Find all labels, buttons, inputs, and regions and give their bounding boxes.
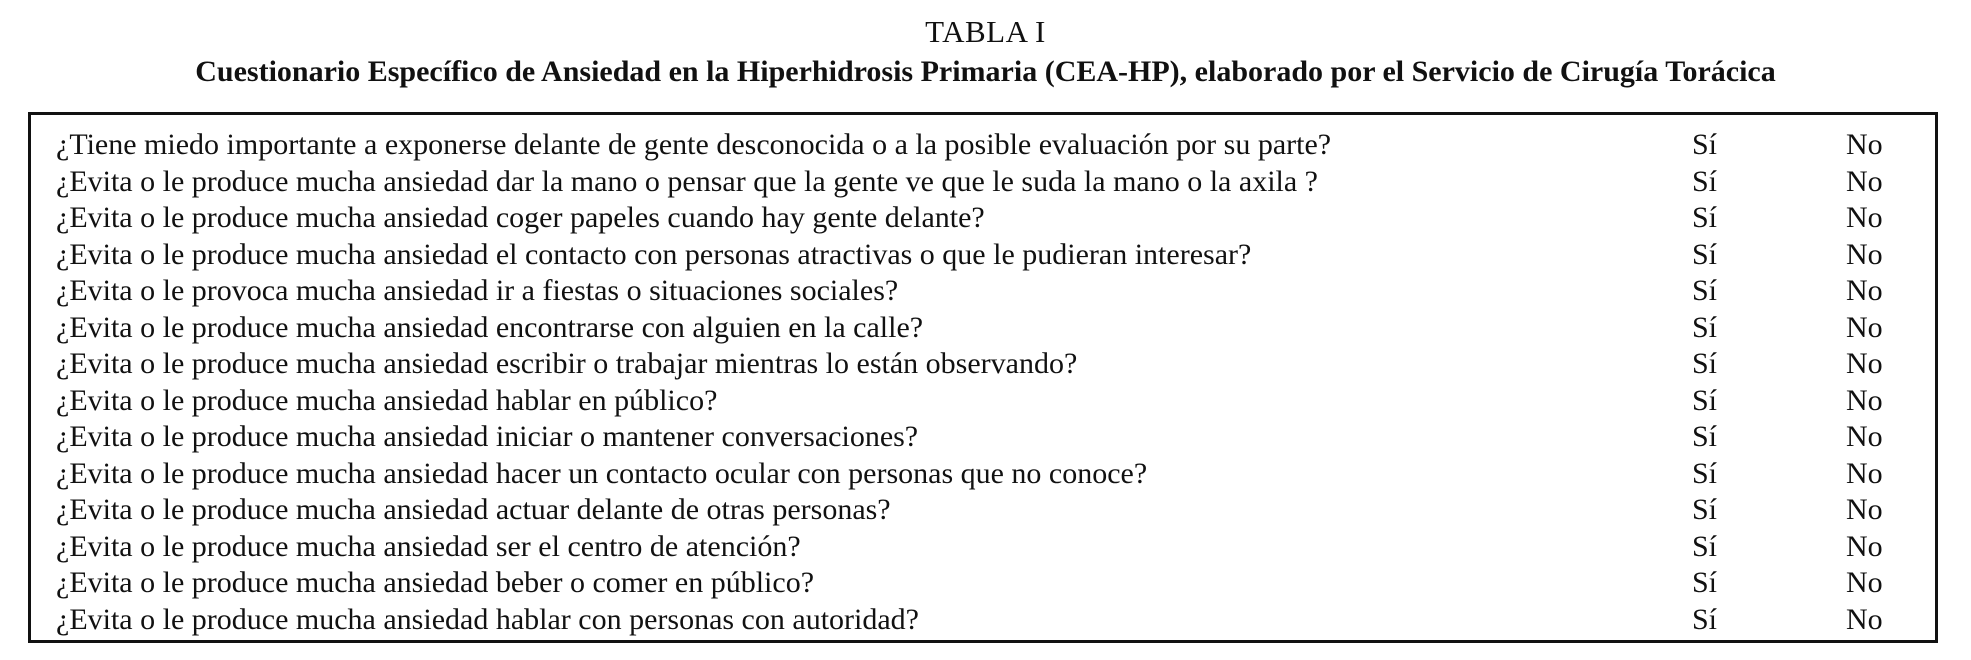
table-row [56,310,1916,347]
table-label: TABLA I [925,14,1046,49]
question-text: ¿Evita o le produce mucha ansiedad el contacto con personas atractivas o que le pudieran interesar? [56,237,1252,271]
table-row [56,200,1916,237]
answer-no: No [1846,347,1883,380]
table-row [56,492,1916,529]
answer-no: No [1846,237,1883,271]
table-row [56,529,1916,566]
question-text: ¿Evita o le produce mucha ansiedad coger papeles cuando hay gente delante? [56,201,985,234]
answer-no: No [1846,566,1883,599]
question-text: ¿Evita o le produce mucha ansiedad hablar en público? [56,383,718,417]
answer-yes: Sí [1692,383,1718,417]
question-text: ¿Evita o le produce mucha ansiedad hablar con personas con autoridad? [56,602,919,636]
answer-yes: Sí [1692,201,1718,234]
table-row [56,237,1916,274]
table-row [56,164,1916,201]
answer-yes: Sí [1692,310,1718,344]
answer-yes: Sí [1692,493,1718,526]
answer-no: No [1846,274,1883,307]
question-text: ¿Evita o le provoca mucha ansiedad ir a fiestas o situaciones sociales? [56,274,899,307]
table-row [56,602,1916,639]
table-row [56,383,1916,420]
table-row [56,346,1916,383]
questionnaire-table [28,112,1938,643]
answer-no: No [1846,310,1883,344]
question-text: ¿Evita o le produce mucha ansiedad beber o comer en público? [56,566,815,599]
answer-yes: Sí [1692,128,1718,161]
answer-yes: Sí [1692,164,1718,198]
table-row [56,127,1916,164]
table-row [56,565,1916,602]
table-row [56,273,1916,310]
answer-yes: Sí [1692,274,1718,307]
questionnaire-rows [56,127,1916,638]
question-text: ¿Evita o le produce mucha ansiedad actuar delante de otras personas? [56,493,891,526]
table-caption: Cuestionario Específico de Ansiedad en la Hiperhidrosis Primaria (CEA-HP), elaborado por el Servicio de Cirugía Torácica [195,55,1776,88]
answer-yes: Sí [1692,420,1718,453]
answer-yes: Sí [1692,347,1718,380]
question-text: ¿Evita o le produce mucha ansiedad iniciar o mantener conversaciones? [56,420,919,453]
answer-yes: Sí [1692,456,1718,490]
answer-no: No [1846,529,1883,563]
answer-yes: Sí [1692,237,1718,271]
answer-no: No [1846,201,1883,234]
question-text: ¿Evita o le produce mucha ansiedad encontrarse con alguien en la calle? [56,310,924,344]
answer-no: No [1846,164,1883,198]
answer-no: No [1846,493,1883,526]
question-text: ¿Evita o le produce mucha ansiedad ser el centro de atención? [56,529,801,563]
answer-yes: Sí [1692,529,1718,563]
answer-yes: Sí [1692,602,1718,636]
table-row [56,456,1916,493]
answer-no: No [1846,456,1883,490]
table-row [56,419,1916,456]
answer-no: No [1846,420,1883,453]
answer-no: No [1846,128,1883,161]
answer-no: No [1846,383,1883,417]
answer-yes: Sí [1692,566,1718,599]
question-text: ¿Evita o le produce mucha ansiedad escribir o trabajar mientras lo están observando? [56,347,1078,380]
answer-no: No [1846,602,1883,636]
question-text: ¿Tiene miedo importante a exponerse delante de gente desconocida o a la posible evaluación por su parte? [56,128,1332,161]
question-text: ¿Evita o le produce mucha ansiedad dar la mano o pensar que la gente ve que le suda la mano o la axila ? [56,164,1318,198]
question-text: ¿Evita o le produce mucha ansiedad hacer un contacto ocular con personas que no conoce? [56,456,1148,490]
